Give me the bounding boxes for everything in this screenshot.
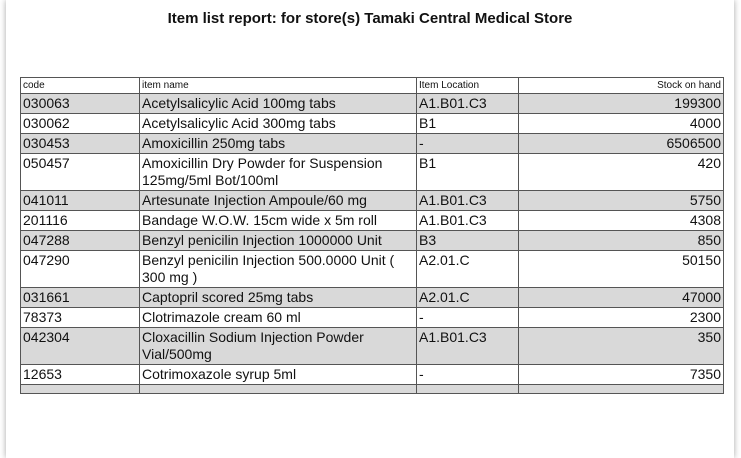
cell-item-name: Acetylsalicylic Acid 300mg tabs — [140, 114, 417, 134]
cell-code: 041011 — [21, 191, 140, 211]
cell-stock-on-hand: 4000 — [519, 114, 724, 134]
header-item-name: item name — [140, 78, 417, 94]
cell-stock-on-hand: 2300 — [519, 308, 724, 328]
cell-item-name: Benzyl penicilin Injection 1000000 Unit — [140, 231, 417, 251]
cell-item-location: B3 — [417, 231, 519, 251]
cell-code: 030063 — [21, 94, 140, 114]
table-row-cut-off — [21, 385, 724, 394]
cell-empty — [417, 385, 519, 394]
cell-stock-on-hand: 350 — [519, 328, 724, 365]
cell-item-name: Amoxicillin Dry Powder for Suspension 125mg/5ml Bot/100ml — [140, 154, 417, 191]
cell-code: 047290 — [21, 251, 140, 288]
cell-item-name: Benzyl penicilin Injection 500.0000 Unit ( 300 mg ) — [140, 251, 417, 288]
cell-stock-on-hand: 420 — [519, 154, 724, 191]
cell-stock-on-hand: 7350 — [519, 365, 724, 385]
cell-code: 201116 — [21, 211, 140, 231]
cell-stock-on-hand: 4308 — [519, 211, 724, 231]
table-row — [21, 288, 724, 308]
cell-empty — [21, 385, 140, 394]
cell-code: 78373 — [21, 308, 140, 328]
cell-item-name: Bandage W.O.W. 15cm wide x 5m roll — [140, 211, 417, 231]
cell-code: 030453 — [21, 134, 140, 154]
cell-item-name: Captopril scored 25mg tabs — [140, 288, 417, 308]
table-row — [21, 114, 724, 134]
cell-stock-on-hand: 50150 — [519, 251, 724, 288]
cell-item-location: A1.B01.C3 — [417, 328, 519, 365]
cell-item-name: Amoxicillin 250mg tabs — [140, 134, 417, 154]
report-title: Item list report: for store(s) Tamaki Central Medical Store — [167, 10, 573, 27]
cell-item-location: A2.01.C — [417, 288, 519, 308]
table-row — [21, 231, 724, 251]
cell-item-location: A1.B01.C3 — [417, 191, 519, 211]
cell-stock-on-hand: 850 — [519, 231, 724, 251]
header-stock-on-hand: Stock on hand — [519, 78, 724, 94]
cell-code: 031661 — [21, 288, 140, 308]
table-row — [21, 365, 724, 385]
item-list-table — [20, 77, 724, 394]
cell-stock-on-hand: 47000 — [519, 288, 724, 308]
cell-item-location: - — [417, 365, 519, 385]
cell-item-name: Cloxacillin Sodium Injection Powder Vial/500mg — [140, 328, 417, 365]
table-row — [21, 328, 724, 365]
cell-item-location: A1.B01.C3 — [417, 211, 519, 231]
table-header-row — [21, 78, 724, 94]
cell-item-name: Cotrimoxazole syrup 5ml — [140, 365, 417, 385]
cell-item-location: - — [417, 308, 519, 328]
cell-code: 047288 — [21, 231, 140, 251]
table-row — [21, 251, 724, 288]
table-row — [21, 154, 724, 191]
table-row — [21, 191, 724, 211]
header-item-location: Item Location — [417, 78, 519, 94]
cell-stock-on-hand: 5750 — [519, 191, 724, 211]
cell-item-location: B1 — [417, 154, 519, 191]
cell-code: 050457 — [21, 154, 140, 191]
table-row — [21, 308, 724, 328]
cell-item-location: A2.01.C — [417, 251, 519, 288]
cell-code: 030062 — [21, 114, 140, 134]
header-code: code — [21, 78, 140, 94]
cell-empty — [140, 385, 417, 394]
cell-item-location: B1 — [417, 114, 519, 134]
cell-stock-on-hand: 6506500 — [519, 134, 724, 154]
cell-code: 042304 — [21, 328, 140, 365]
cell-stock-on-hand: 199300 — [519, 94, 724, 114]
cell-item-name: Acetylsalicylic Acid 100mg tabs — [140, 94, 417, 114]
cell-item-name: Artesunate Injection Ampoule/60 mg — [140, 191, 417, 211]
cell-empty — [519, 385, 724, 394]
cell-item-name: Clotrimazole cream 60 ml — [140, 308, 417, 328]
cell-item-location: A1.B01.C3 — [417, 94, 519, 114]
report-page — [6, 0, 734, 458]
table-row — [21, 94, 724, 114]
cell-item-location: - — [417, 134, 519, 154]
table-row — [21, 211, 724, 231]
cell-code: 12653 — [21, 365, 140, 385]
table-row — [21, 134, 724, 154]
